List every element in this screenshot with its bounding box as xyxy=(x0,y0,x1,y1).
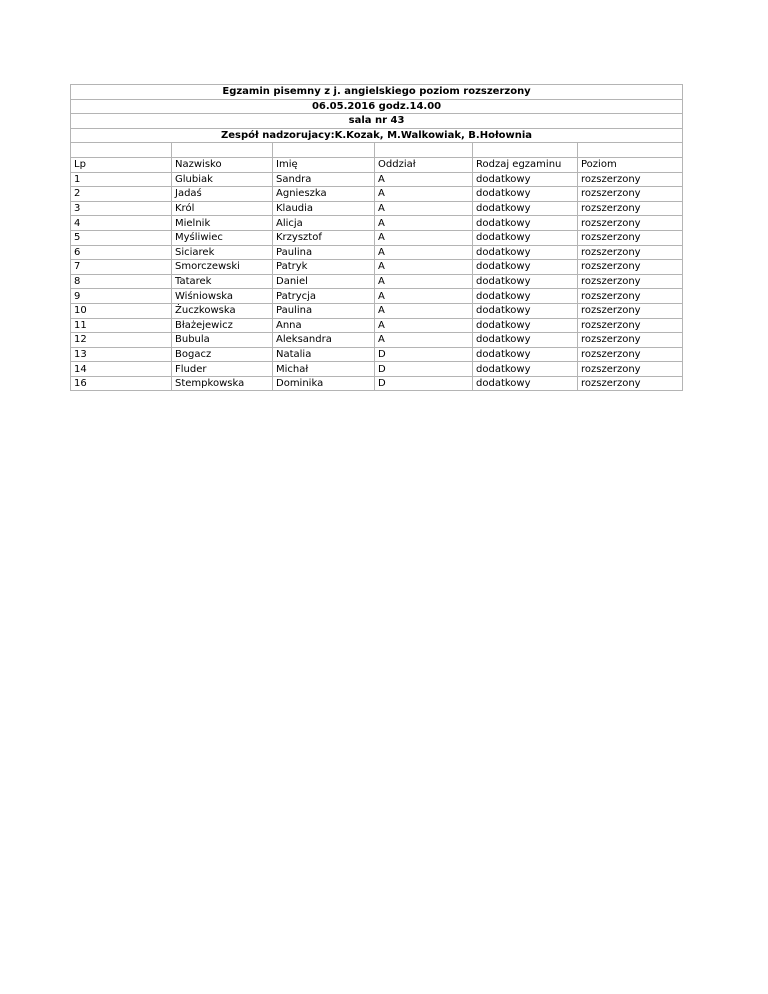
column-header-exam-type: Rodzaj egzaminu xyxy=(473,157,578,172)
blank-cell xyxy=(172,143,273,158)
cell-name: Natalia xyxy=(273,347,375,362)
cell-lp: 2 xyxy=(71,187,172,202)
cell-surname: Glubiak xyxy=(172,172,273,187)
cell-exam-type: dodatkowy xyxy=(473,230,578,245)
table-row xyxy=(71,376,683,391)
table-row xyxy=(71,245,683,260)
column-header-class: Oddział xyxy=(375,157,473,172)
cell-exam-type: dodatkowy xyxy=(473,347,578,362)
cell-level: rozszerzony xyxy=(578,216,683,231)
cell-class: A xyxy=(375,172,473,187)
table-row xyxy=(71,172,683,187)
blank-cell xyxy=(375,143,473,158)
cell-level: rozszerzony xyxy=(578,274,683,289)
cell-name: Paulina xyxy=(273,245,375,260)
spacer-row xyxy=(71,143,683,158)
table-row xyxy=(71,201,683,216)
cell-name: Daniel xyxy=(273,274,375,289)
cell-lp: 5 xyxy=(71,230,172,245)
table-row xyxy=(71,333,683,348)
cell-name: Klaudia xyxy=(273,201,375,216)
cell-lp: 12 xyxy=(71,333,172,348)
cell-class: A xyxy=(375,289,473,304)
cell-level: rozszerzony xyxy=(578,303,683,318)
blank-cell xyxy=(273,143,375,158)
cell-exam-type: dodatkowy xyxy=(473,245,578,260)
cell-class: D xyxy=(375,362,473,377)
cell-surname: Mielnik xyxy=(172,216,273,231)
cell-lp: 7 xyxy=(71,260,172,275)
cell-class: A xyxy=(375,216,473,231)
exam-title: Egzamin pisemny z j. angielskiego poziom rozszerzony xyxy=(71,85,683,100)
cell-exam-type: dodatkowy xyxy=(473,333,578,348)
cell-name: Agnieszka xyxy=(273,187,375,202)
cell-surname: Bubula xyxy=(172,333,273,348)
cell-name: Aleksandra xyxy=(273,333,375,348)
cell-name: Patryk xyxy=(273,260,375,275)
supervisors-row xyxy=(71,128,683,143)
cell-lp: 3 xyxy=(71,201,172,216)
cell-exam-type: dodatkowy xyxy=(473,303,578,318)
cell-class: A xyxy=(375,245,473,260)
cell-exam-type: dodatkowy xyxy=(473,260,578,275)
cell-class: A xyxy=(375,274,473,289)
cell-level: rozszerzony xyxy=(578,333,683,348)
cell-lp: 9 xyxy=(71,289,172,304)
cell-surname: Jadaś xyxy=(172,187,273,202)
cell-level: rozszerzony xyxy=(578,230,683,245)
cell-surname: Błażejewicz xyxy=(172,318,273,333)
table-row xyxy=(71,362,683,377)
cell-lp: 10 xyxy=(71,303,172,318)
cell-class: A xyxy=(375,201,473,216)
cell-lp: 14 xyxy=(71,362,172,377)
table-row xyxy=(71,318,683,333)
cell-surname: Smorczewski xyxy=(172,260,273,275)
cell-exam-type: dodatkowy xyxy=(473,362,578,377)
cell-exam-type: dodatkowy xyxy=(473,187,578,202)
column-header-surname: Nazwisko xyxy=(172,157,273,172)
blank-cell xyxy=(578,143,683,158)
cell-name: Anna xyxy=(273,318,375,333)
cell-class: A xyxy=(375,260,473,275)
cell-surname: Żuczkowska xyxy=(172,303,273,318)
cell-surname: Siciarek xyxy=(172,245,273,260)
cell-class: D xyxy=(375,376,473,391)
cell-lp: 4 xyxy=(71,216,172,231)
room-row xyxy=(71,114,683,129)
exam-room: sala nr 43 xyxy=(71,114,683,129)
exam-datetime: 06.05.2016 godz.14.00 xyxy=(71,99,683,114)
exam-supervisors: Zespół nadzorujacy:K.Kozak, M.Walkowiak, B.Hołownia xyxy=(71,128,683,143)
cell-level: rozszerzony xyxy=(578,318,683,333)
cell-exam-type: dodatkowy xyxy=(473,201,578,216)
cell-name: Dominika xyxy=(273,376,375,391)
cell-surname: Tatarek xyxy=(172,274,273,289)
title-row xyxy=(71,85,683,100)
cell-level: rozszerzony xyxy=(578,289,683,304)
column-header-lp: Lp xyxy=(71,157,172,172)
column-header-level: Poziom xyxy=(578,157,683,172)
column-header-name: Imię xyxy=(273,157,375,172)
cell-level: rozszerzony xyxy=(578,187,683,202)
table-row xyxy=(71,289,683,304)
cell-exam-type: dodatkowy xyxy=(473,289,578,304)
cell-lp: 8 xyxy=(71,274,172,289)
cell-level: rozszerzony xyxy=(578,376,683,391)
cell-surname: Stempkowska xyxy=(172,376,273,391)
cell-class: A xyxy=(375,303,473,318)
cell-exam-type: dodatkowy xyxy=(473,216,578,231)
cell-exam-type: dodatkowy xyxy=(473,376,578,391)
cell-exam-type: dodatkowy xyxy=(473,274,578,289)
cell-level: rozszerzony xyxy=(578,245,683,260)
table-row xyxy=(71,230,683,245)
blank-cell xyxy=(71,143,172,158)
cell-surname: Myśliwiec xyxy=(172,230,273,245)
table-row xyxy=(71,347,683,362)
cell-class: A xyxy=(375,333,473,348)
column-header-row xyxy=(71,157,683,172)
cell-lp: 13 xyxy=(71,347,172,362)
table-row xyxy=(71,260,683,275)
datetime-row xyxy=(71,99,683,114)
cell-name: Krzysztof xyxy=(273,230,375,245)
cell-surname: Bogacz xyxy=(172,347,273,362)
cell-lp: 11 xyxy=(71,318,172,333)
cell-lp: 16 xyxy=(71,376,172,391)
cell-name: Paulina xyxy=(273,303,375,318)
cell-lp: 1 xyxy=(71,172,172,187)
cell-name: Alicja xyxy=(273,216,375,231)
cell-surname: Wiśniowska xyxy=(172,289,273,304)
table-row xyxy=(71,274,683,289)
cell-exam-type: dodatkowy xyxy=(473,172,578,187)
cell-level: rozszerzony xyxy=(578,347,683,362)
cell-level: rozszerzony xyxy=(578,201,683,216)
cell-exam-type: dodatkowy xyxy=(473,318,578,333)
table-row xyxy=(71,187,683,202)
cell-level: rozszerzony xyxy=(578,172,683,187)
cell-level: rozszerzony xyxy=(578,362,683,377)
exam-roster-table xyxy=(70,84,683,391)
cell-class: A xyxy=(375,187,473,202)
cell-lp: 6 xyxy=(71,245,172,260)
cell-level: rozszerzony xyxy=(578,260,683,275)
cell-class: A xyxy=(375,318,473,333)
blank-cell xyxy=(473,143,578,158)
cell-surname: Fluder xyxy=(172,362,273,377)
cell-class: A xyxy=(375,230,473,245)
cell-name: Michał xyxy=(273,362,375,377)
cell-surname: Król xyxy=(172,201,273,216)
cell-class: D xyxy=(375,347,473,362)
cell-name: Sandra xyxy=(273,172,375,187)
table-row xyxy=(71,216,683,231)
table-row xyxy=(71,303,683,318)
cell-name: Patrycja xyxy=(273,289,375,304)
